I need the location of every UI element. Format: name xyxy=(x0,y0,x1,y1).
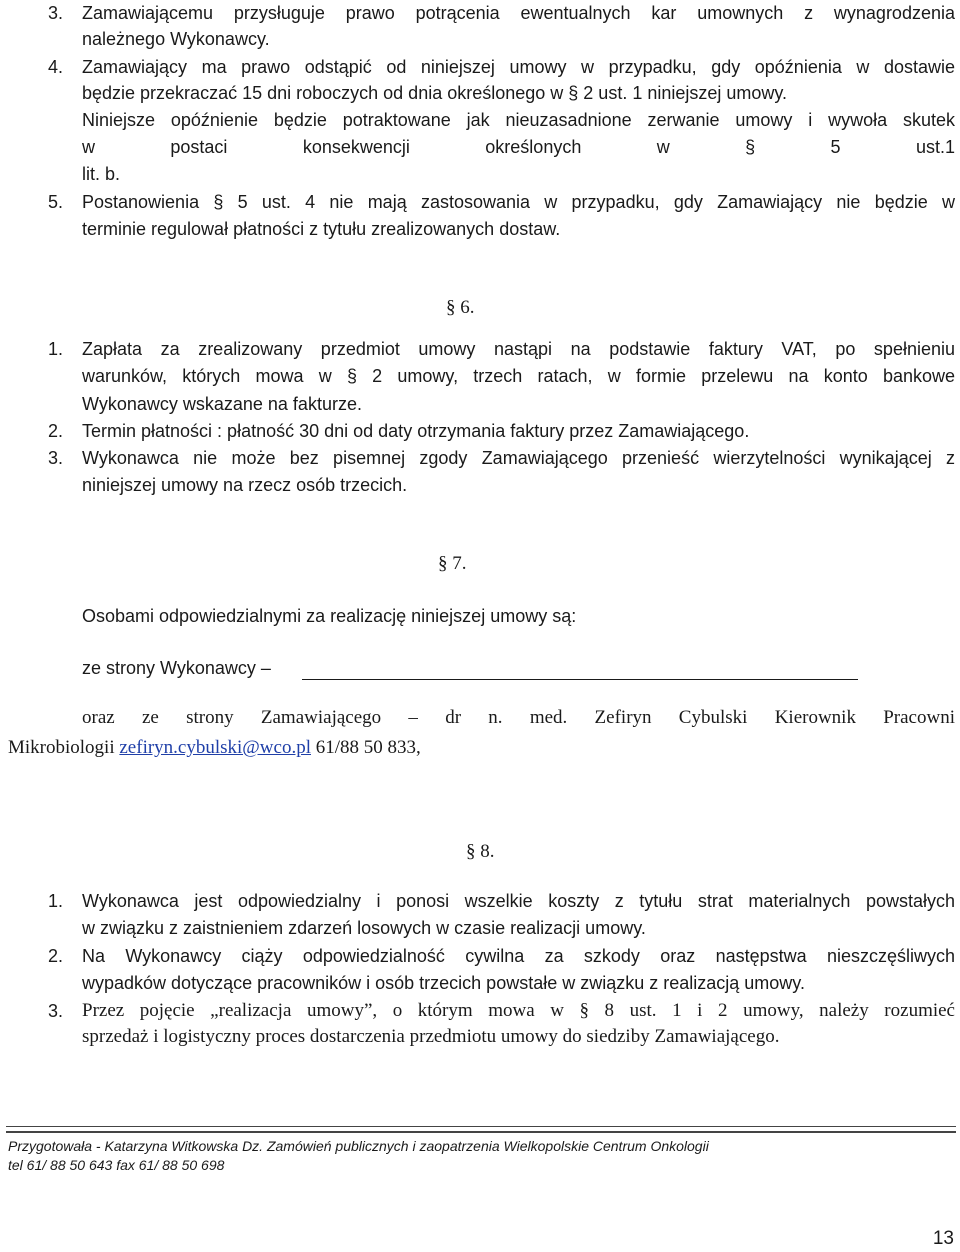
item-number: 2. xyxy=(48,946,64,966)
phone-number: 61/88 50 833, xyxy=(311,737,421,758)
section-heading: § 7. xyxy=(438,553,467,574)
item-text-line: warunków, których mowa w § 2 umowy, trzech ratach, w formie przelewu na konto bankowe xyxy=(82,366,955,386)
item-number: 3. xyxy=(48,1001,64,1021)
item-text-line: lit. b. xyxy=(82,164,121,184)
item-text-line: należnego Wykonawcy. xyxy=(82,29,270,49)
item-text-line: Termin płatności : płatność 30 dni od daty otrzymania faktury przez Zamawiającego. xyxy=(82,421,750,441)
item-text-line: wypadków dotyczące pracowników i osób trzecich powstałe w związku z realizacją umowy. xyxy=(82,973,805,993)
section-heading: § 6. xyxy=(446,297,475,318)
item-number: 2. xyxy=(48,421,64,441)
item-text-line: w postaci konsekwencji określonych w § 5 ust.1 xyxy=(82,137,955,157)
item-text-line: Zamawiający ma prawo odstąpić od niniejszej umowy w przypadku, gdy opóźnienia w dostawie xyxy=(82,57,955,77)
item-text-line: Zamawiającemu przysługuje prawo potrącenia ewentualnych kar umownych z wynagrodzenia xyxy=(82,3,955,23)
item-text-line: Na Wykonawcy ciąży odpowiedzialność cywilna za szkody oraz następstwa nieszczęśliwych xyxy=(82,946,955,966)
footer-contact: tel 61/ 88 50 643 fax 61/ 88 50 698 xyxy=(8,1157,225,1173)
contractor-representative-label: ze strony Wykonawcy – xyxy=(82,658,271,678)
item-text-line: będzie przekraczać 15 dni roboczych od dnia określonego w § 2 ust. 1 niniejszej umowy. xyxy=(82,83,788,103)
contractor-representative-blank xyxy=(302,679,858,680)
footer-divider xyxy=(6,1126,956,1133)
item-text-line: Przez pojęcie „realizacja umowy”, o którym mowa w § 8 ust. 1 i 2 umowy, należy rozumieć xyxy=(82,1000,955,1021)
item-text-line: w związku z zaistnieniem zdarzeń losowych w czasie realizacji umowy. xyxy=(82,918,646,938)
item-text-line: terminie regulował płatności z tytułu zrealizowanych dostaw. xyxy=(82,219,561,239)
item-number: 1. xyxy=(48,891,64,911)
footer-author: Przygotowała - Katarzyna Witkowska Dz. Zamówień publicznych i zaopatrzenia Wielkopolskie Centrum Onkologii xyxy=(8,1138,709,1154)
section-heading: § 8. xyxy=(466,841,495,862)
responsible-persons-intro: Osobami odpowiedzialnymi za realizację niniejszej umowy są: xyxy=(82,606,577,626)
email-link[interactable]: zefiryn.cybulski@wco.pl xyxy=(119,737,311,758)
item-text-line: niniejszej umowy na rzecz osób trzecich. xyxy=(82,475,408,495)
ordering-party-representative: oraz ze strony Zamawiającego – dr n. med. Zefiryn Cybulski Kierownik Pracowni xyxy=(82,707,955,728)
item-text-line: Wykonawca nie może bez pisemnej zgody Zamawiającego przenieść wierzytelności wynikającej z xyxy=(82,448,955,468)
item-text-line: Wykonawca jest odpowiedzialny i ponosi wszelkie koszty z tytułu strat materialnych powstałych xyxy=(82,891,955,911)
item-text-line: Zapłata za zrealizowany przedmiot umowy nastąpi na podstawie faktury VAT, po spełnieniu xyxy=(82,339,955,359)
page-number: 13 xyxy=(932,1228,954,1249)
item-text-line: Wykonawcy wskazane na fakturze. xyxy=(82,394,362,414)
department-name: Mikrobiologii xyxy=(8,737,120,758)
item-number: 3. xyxy=(48,3,64,23)
item-text-line: Niniejsze opóźnienie będzie potraktowane jak nieuzasadnione zerwanie umowy i wywoła skutek xyxy=(82,110,955,130)
item-number: 5. xyxy=(48,192,64,212)
item-number: 1. xyxy=(48,339,64,359)
ordering-party-contact xyxy=(8,735,421,761)
item-number: 3. xyxy=(48,448,64,468)
item-text-line: Postanowienia § 5 ust. 4 nie mają zastosowania w przypadku, gdy Zamawiający nie będzie w xyxy=(82,192,955,212)
item-text-line: sprzedaż i logistyczny proces dostarczenia przedmiotu umowy do siedziby Zamawiającego. xyxy=(82,1026,780,1047)
item-number: 4. xyxy=(48,57,64,77)
